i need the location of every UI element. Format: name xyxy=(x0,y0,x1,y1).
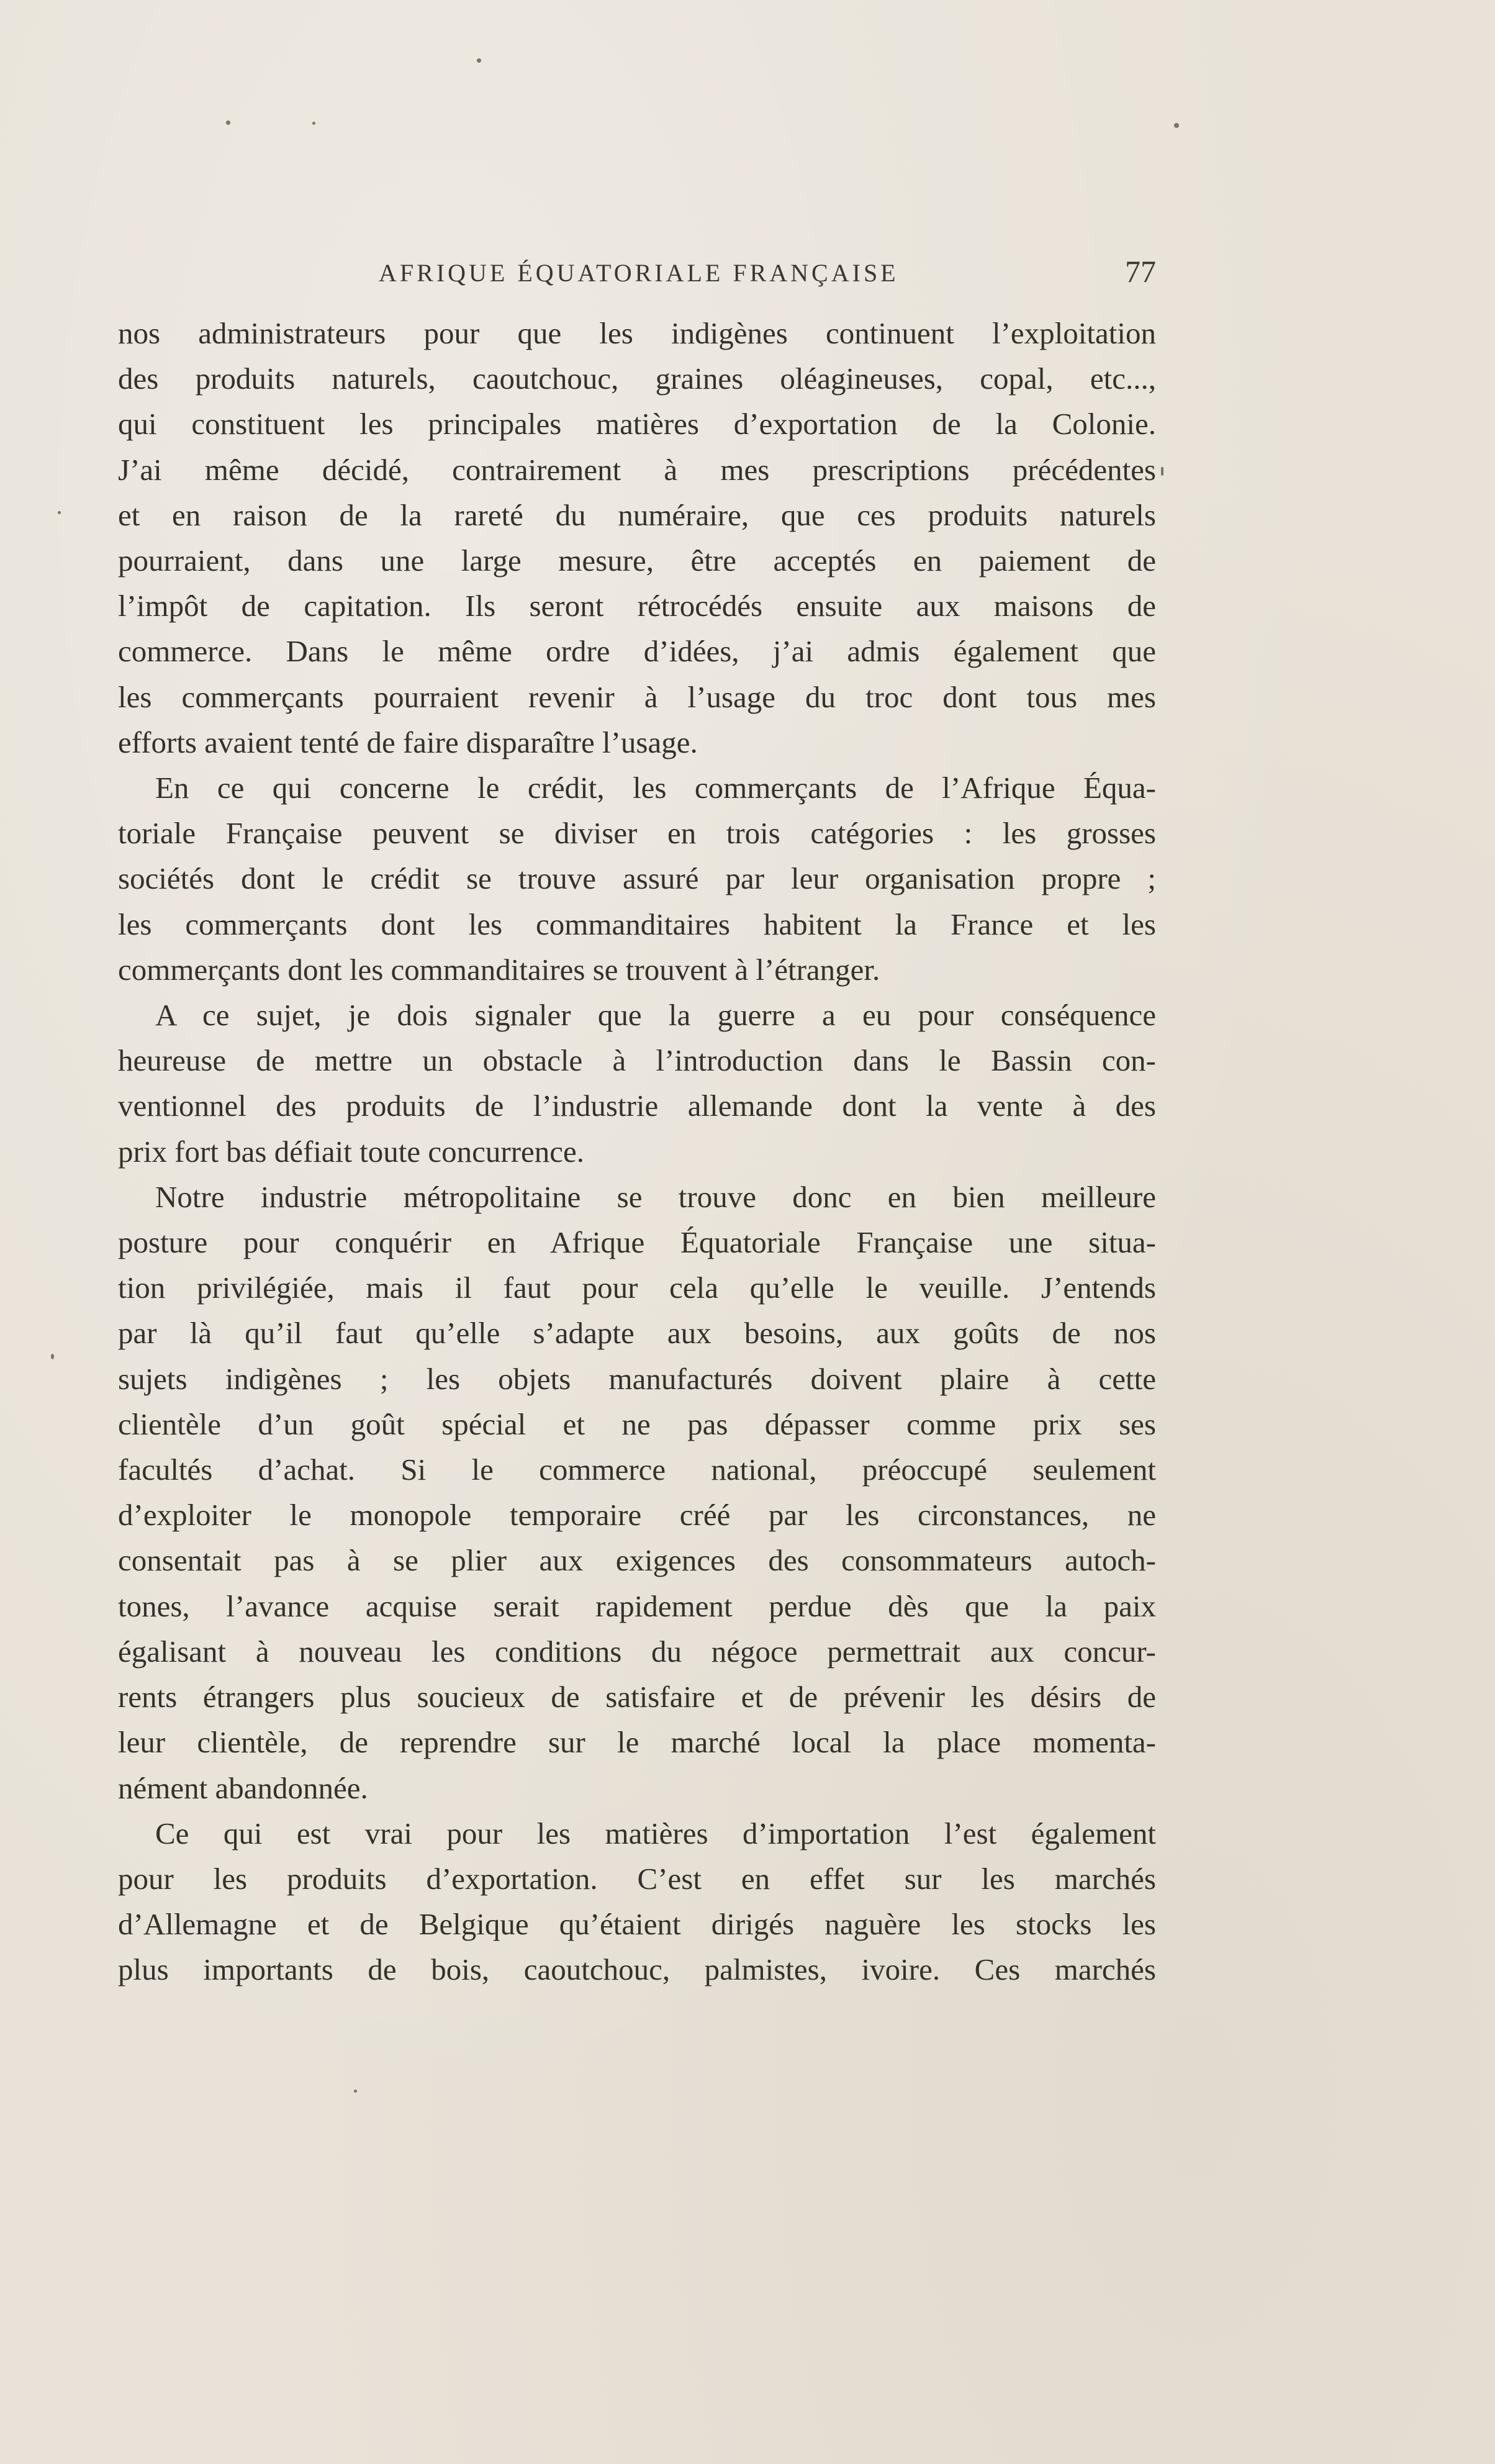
paper-speck xyxy=(1161,467,1163,476)
paragraph xyxy=(118,992,1156,1174)
text-line: commerce. Dans le même ordre d’idées, j’ai admis également que xyxy=(118,634,1156,669)
text-line: pourraient, dans une large mesure, être acceptés en paiement de xyxy=(118,543,1156,578)
text-line: posture pour conquérir en Afrique Équatoriale Française une situa- xyxy=(118,1225,1156,1260)
text-line: qui constituent les principales matières d’exportation de la Colonie. xyxy=(118,407,1156,442)
paper-speck xyxy=(226,120,230,125)
text-line: des produits naturels, caoutchouc, graines oléagineuses, copal, etc..., xyxy=(118,361,1156,396)
text-line: Notre industrie métropolitaine se trouve donc en bien meilleure xyxy=(155,1179,1156,1214)
text-line: nos administrateurs pour que les indigènes continuent l’exploitation xyxy=(118,316,1156,350)
text-line: nément abandonnée. xyxy=(118,1770,368,1805)
text-line: A ce sujet, je dois signaler que la guerre a eu pour conséquence xyxy=(155,998,1156,1033)
text-line: par là qu’il faut qu’elle s’adapte aux besoins, aux goûts de nos xyxy=(118,1316,1156,1351)
text-line: efforts avaient tenté de faire disparaître l’usage. xyxy=(118,725,698,759)
text-line: d’exploiter le monopole temporaire créé par les circonstances, ne xyxy=(118,1498,1156,1533)
text-line: facultés d’achat. Si le commerce national, préoccupé seulement xyxy=(118,1452,1156,1487)
text-line: heureuse de mettre un obstacle à l’introduction dans le Bassin con- xyxy=(118,1043,1156,1078)
text-line: les commerçants dont les commanditaires habitent la France et les xyxy=(118,907,1156,941)
text-line: égalisant à nouveau les conditions du négoce permettrait aux concur- xyxy=(118,1634,1156,1669)
text-line: consentait pas à se plier aux exigences des consommateurs autoch- xyxy=(118,1543,1156,1578)
running-head-title: AFRIQUE ÉQUATORIALE FRANÇAISE xyxy=(379,259,899,287)
paragraph xyxy=(118,765,1156,992)
text-line: d’Allemagne et de Belgique qu’étaient dirigés naguère les stocks les xyxy=(118,1907,1156,1942)
text-line: clientèle d’un goût spécial et ne pas dépasser comme prix ses xyxy=(118,1406,1156,1441)
text-line: pour les produits d’exportation. C’est en effet sur les marchés xyxy=(118,1861,1156,1896)
text-line: toriale Française peuvent se diviser en trois catégories : les grosses xyxy=(118,816,1156,851)
body-text xyxy=(118,310,1156,1993)
paper-speck xyxy=(51,1354,54,1359)
text-line: tones, l’avance acquise serait rapidement perdue dès que la paix xyxy=(118,1588,1156,1623)
paper-speck xyxy=(477,58,481,63)
paragraph xyxy=(118,310,1156,765)
text-line: plus importants de bois, caoutchouc, palmistes, ivoire. Ces marchés xyxy=(118,1952,1156,1987)
text-line: rents étrangers plus soucieux de satisfaire et de prévenir les désirs de xyxy=(118,1680,1156,1714)
text-line: ventionnel des produits de l’industrie allemande dont la vente à des xyxy=(118,1089,1156,1123)
running-head xyxy=(118,253,1156,293)
text-line: prix fort bas défiait toute concurrence. xyxy=(118,1134,585,1169)
text-line: sujets indigènes ; les objets manufacturés doivent plaire à cette xyxy=(118,1361,1156,1396)
text-line: l’impôt de capitation. Ils seront rétrocédés ensuite aux maisons de xyxy=(118,589,1156,623)
paper-speck xyxy=(58,511,61,514)
paragraph xyxy=(118,1811,1156,1993)
text-line: En ce qui concerne le crédit, les commerçants de l’Afrique Équa- xyxy=(155,771,1156,805)
text-line: J’ai même décidé, contrairement à mes prescriptions précédentes xyxy=(118,452,1156,487)
text-line: sociétés dont le crédit se trouve assuré par leur organisation propre ; xyxy=(118,861,1156,896)
text-line: commerçants dont les commanditaires se trouvent à l’étranger. xyxy=(118,952,880,987)
paper-speck xyxy=(312,122,315,125)
text-line: les commerçants pourraient revenir à l’usage du troc dont tous mes xyxy=(118,679,1156,714)
page-number: 77 xyxy=(1125,254,1156,289)
text-line: et en raison de la rareté du numéraire, que ces produits naturels xyxy=(118,497,1156,532)
text-line: Ce qui est vrai pour les matières d’importation l’est également xyxy=(155,1816,1156,1850)
paper-speck xyxy=(1174,123,1179,128)
text-line: leur clientèle, de reprendre sur le marché local la place momenta- xyxy=(118,1725,1156,1760)
text-line: tion privilégiée, mais il faut pour cela qu’elle le veuille. J’entends xyxy=(118,1270,1156,1305)
paragraph xyxy=(118,1174,1156,1811)
paper-speck xyxy=(354,2090,357,2093)
